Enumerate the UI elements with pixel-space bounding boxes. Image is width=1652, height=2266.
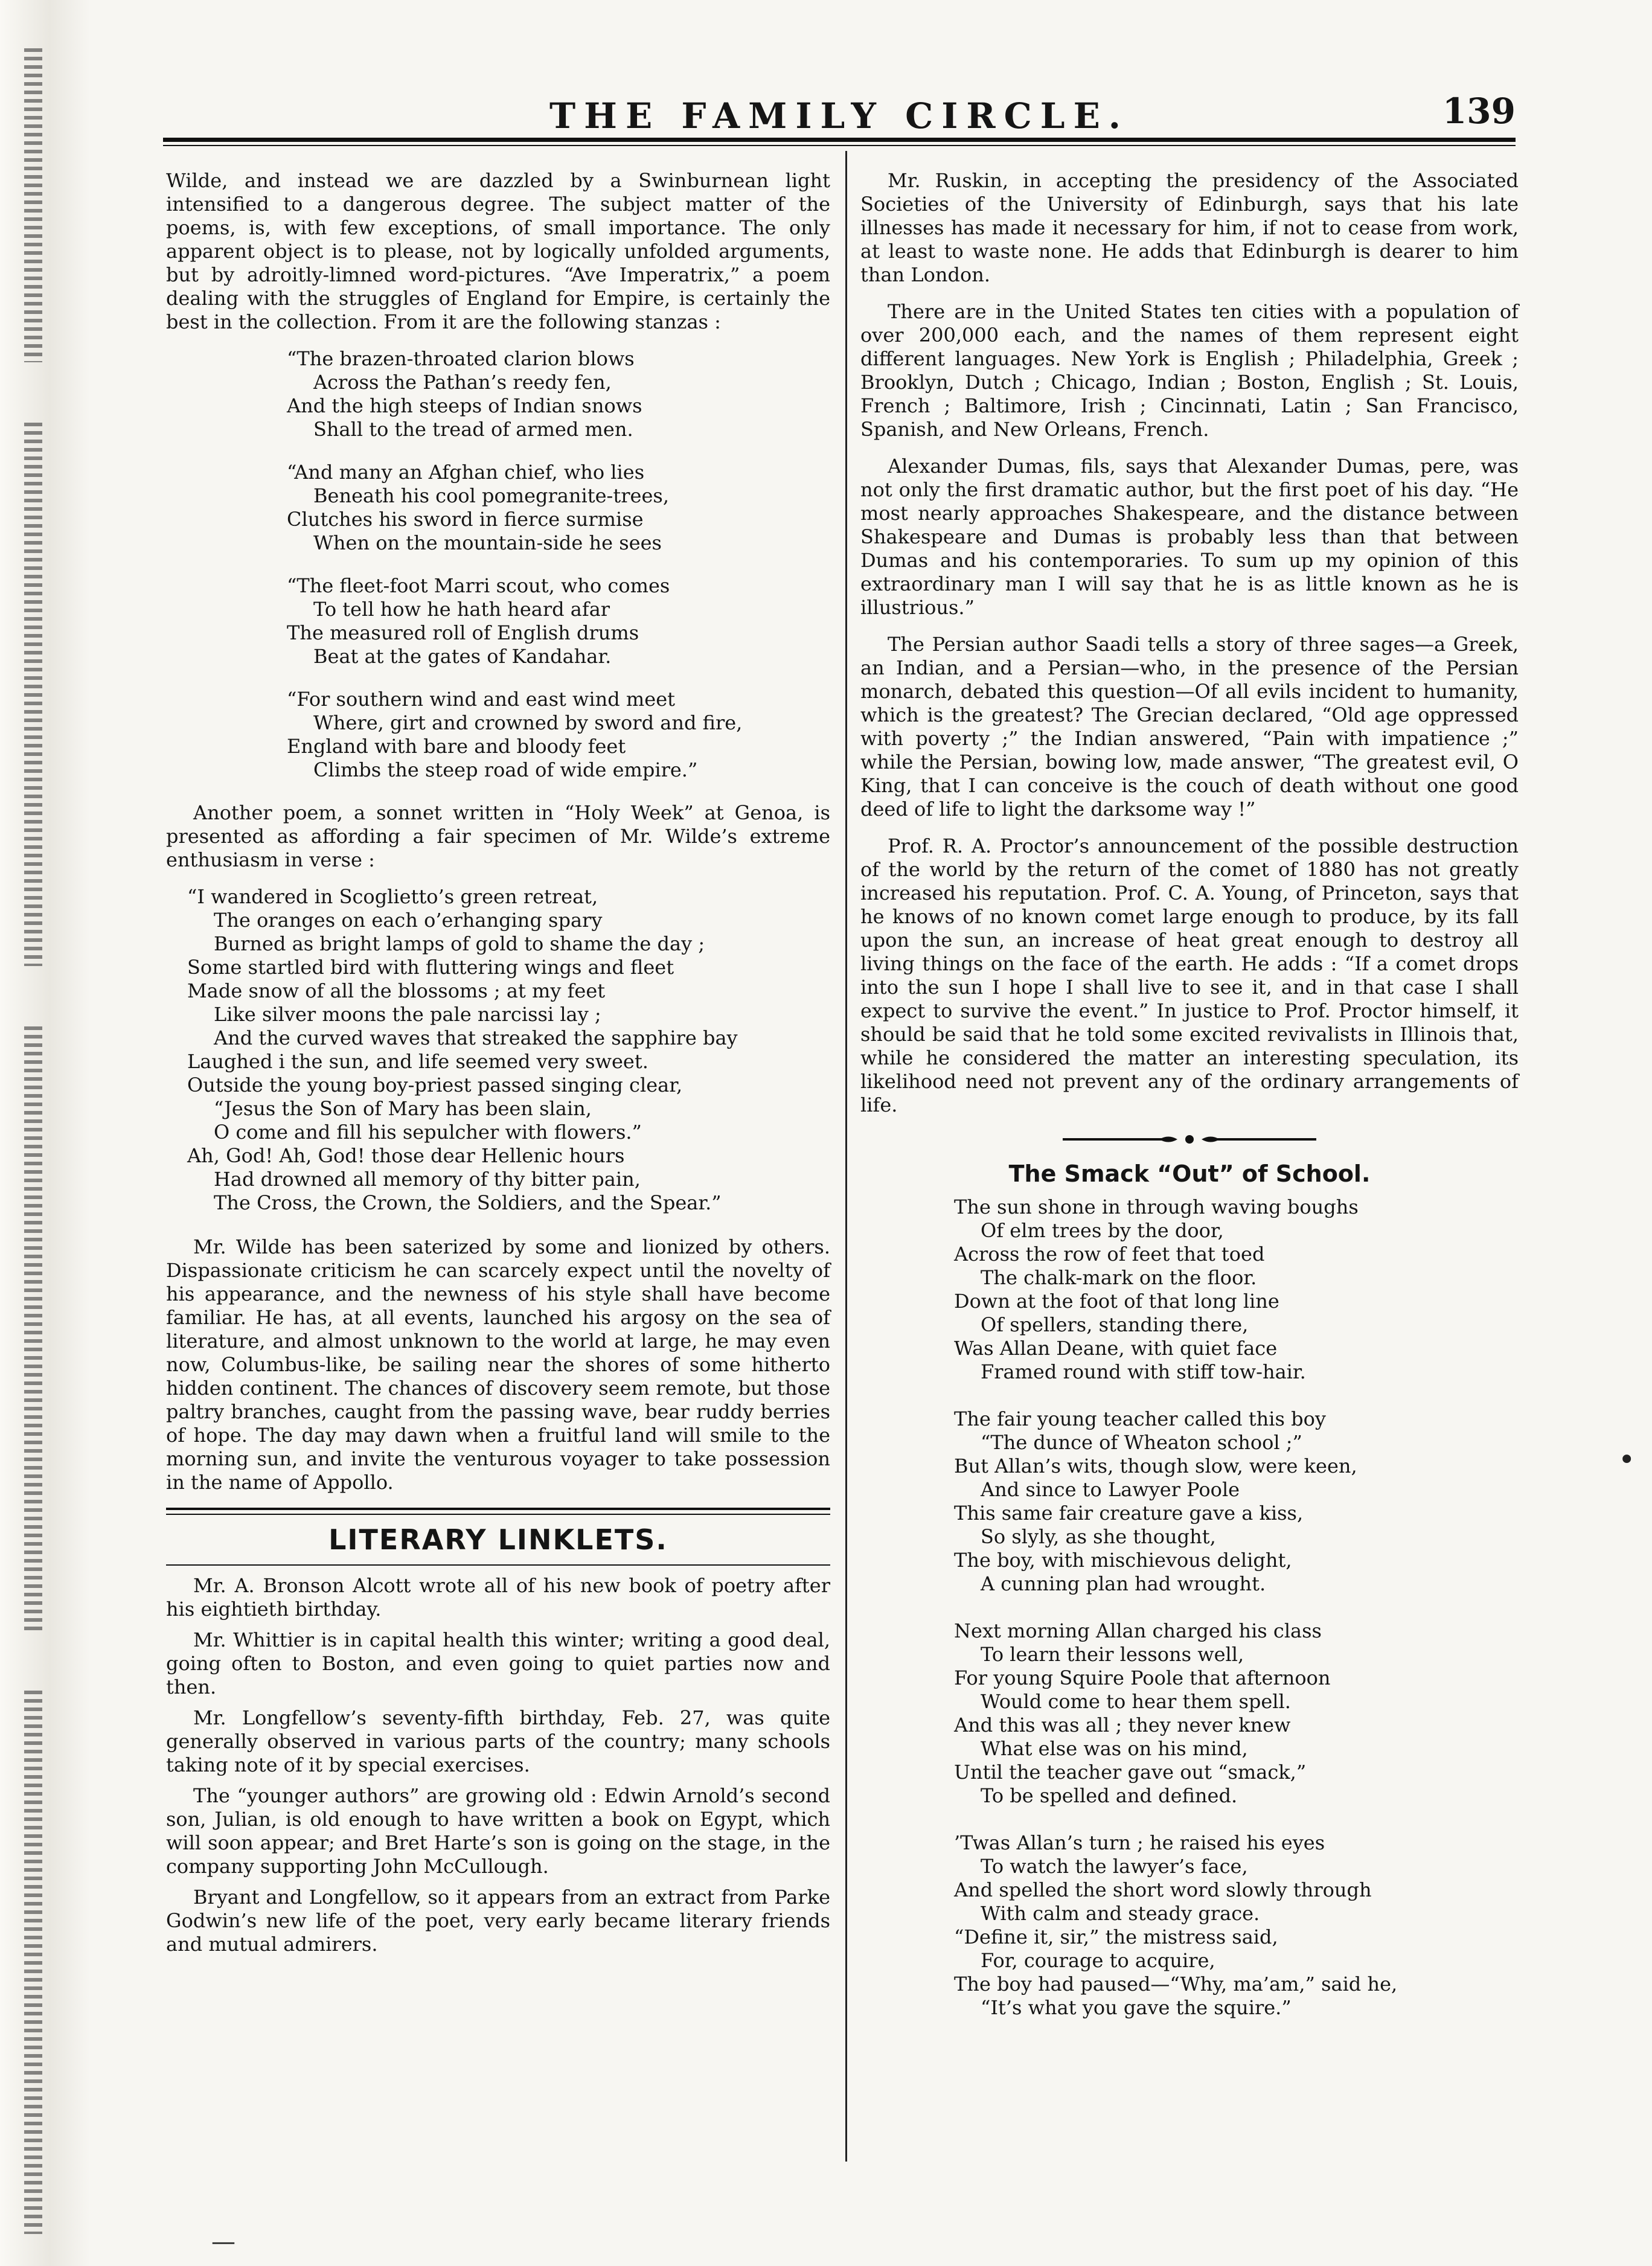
poem-line: And since to Lawyer Poole <box>981 1478 1240 1501</box>
section-title-literary-linklets: LITERARY LINKLETS. <box>328 1523 668 1556</box>
poem-line: Laughed i the sun, and life seemed very sweet. <box>187 1050 648 1073</box>
sonnet-intro-paragraph: Another poem, a sonnet written in “Holy Week” at Genoa, is presented as affording a fair specimen of Mr. Wilde’s extreme enthusiasm in verse : <box>166 801 830 871</box>
poem-line: Of spellers, standing there, <box>981 1313 1249 1336</box>
poem-line: When on the mountain-side he sees <box>313 531 662 554</box>
poem-line: “The brazen-throated clarion blows <box>287 347 635 370</box>
poem-line: “Jesus the Son of Mary has been slain, <box>214 1097 592 1120</box>
linklets-list <box>166 1574 830 1956</box>
poem-line: ’Twas Allan’s turn ; he raised his eyes <box>954 1831 1325 1854</box>
poem-line: And spelled the short word slowly through <box>954 1878 1372 1901</box>
news-paragraph: Mr. Ruskin, in accepting the presidency of the Associated Societies of the University of Edinburgh, says that his late illnesses has made it necessary for him, if not to cease from work, at least to waste none. He adds that Edinburgh is dearer to him than London. <box>860 169 1519 286</box>
poem-line: Outside the young boy-priest passed singing clear, <box>187 1074 683 1096</box>
poem-line: The fair young teacher called this boy <box>954 1407 1326 1430</box>
page-title: THE FAMILY CIRCLE. <box>549 95 1129 136</box>
poem-line: What else was on his mind, <box>981 1737 1248 1760</box>
wilde-closing-paragraph: Mr. Wilde has been saterized by some and lionized by others. Dispassionate criticism he can scarcely expect until the novelty of his appearance, and the newness of his style shall have become familiar. He has, at all events, launched his argosy on the sea of literature, and almost unknown to the world at large, he may even now, Columbus-like, be sailing near the shores of some hitherto hidden continent. The chances of discovery seem remote, but those paltry branches, caught from the passing wave, bear ruddy berries of hope. The day may dawn when a fruitful land will smile to the morning sun, and invite the venturous voyager to take possession in the name of Appollo. <box>166 1235 830 1494</box>
poem-line: Beneath his cool pomegranite-trees, <box>313 484 669 507</box>
poem-stanza <box>287 347 830 441</box>
poem-line: Down at the foot of that long line <box>954 1290 1279 1313</box>
ornament-flourish-icon <box>1063 1130 1316 1148</box>
linklet-paragraph: Mr. Longfellow’s seventy-fifth birthday, Feb. 27, was quite generally observed in various parts of the country; many schools taking note of it by special exercises. <box>166 1706 830 1776</box>
poem-line: Burned as bright lamps of gold to shame the day ; <box>214 932 705 955</box>
linklet-paragraph: Bryant and Longfellow, so it appears from an extract from Parke Godwin’s new life of the poet, very early became literary friends and mutual admirers. <box>166 1886 830 1956</box>
poem-stanza <box>954 1195 1519 1384</box>
poem-line: Where, girt and crowned by sword and fire, <box>313 711 743 734</box>
margin-ink-streak <box>24 1691 42 2234</box>
page-number: 139 <box>1442 91 1516 132</box>
poem-line: The sun shone in through waving boughs <box>954 1195 1359 1218</box>
poem-line: Across the Pathan’s reedy fen, <box>313 371 612 394</box>
poem-line: To learn their lessons well, <box>981 1643 1244 1666</box>
poem-line: But Allan’s wits, though slow, were keen, <box>954 1455 1357 1477</box>
poem-stanza <box>954 1831 1519 2020</box>
linklet-paragraph: The “younger authors” are growing old : Edwin Arnold’s second son, Julian, is old enough to have written a book on Egypt, which will soon appear; and Bret Harte’s son is going on the stage, in the company supporting John McCullough. <box>166 1784 830 1878</box>
poem-line: Would come to hear them spell. <box>981 1690 1291 1713</box>
linklet-paragraph: Mr. A. Bronson Alcott wrote all of his new book of poetry after his eightieth birthday. <box>166 1574 830 1621</box>
poem-line: Made snow of all the blossoms ; at my feet <box>187 979 606 1002</box>
poem-stanza <box>954 1619 1519 1808</box>
poem-title: The Smack “Out” of School. <box>1008 1160 1371 1187</box>
ave-imperatrix-stanzas <box>166 347 830 782</box>
margin-ink-streak <box>24 48 42 362</box>
news-paragraph: Alexander Dumas, fils, says that Alexander Dumas, pere, was not only the first dramatic author, but the first poet of his day. “He most nearly approaches Shakespeare, and the distance between Shakespeare and Dumas is probably less than that between Dumas and his contemporaries. To sum up my opinion of this extraordinary man I will say that he is as little known as he is illustrious.” <box>860 455 1519 619</box>
margin-ink-streak <box>24 1026 42 1630</box>
poem-line: Shall to the tread of armed men. <box>313 418 633 441</box>
section-rule-thin <box>166 1514 830 1515</box>
poem-line: Like silver moons the pale narcissi lay ; <box>214 1003 601 1026</box>
poem-line: England with bare and bloody feet <box>287 735 626 758</box>
poem-line: “For southern wind and east wind meet <box>287 688 675 711</box>
poem-line: This same fair creature gave a kiss, <box>954 1502 1304 1525</box>
poem-line: Climbs the steep road of wide empire.” <box>313 758 698 781</box>
header-rule <box>163 138 1516 142</box>
poem-line: Had drowned all memory of thy bitter pain, <box>214 1168 641 1191</box>
linklet-paragraph: Mr. Whittier is in capital health this winter; writing a good deal, going often to Boston, and even going to quiet parties now and then. <box>166 1628 830 1698</box>
poem-line: And this was all ; they never knew <box>954 1714 1291 1736</box>
news-paragraph: The Persian author Saadi tells a story of three sages—a Greek, an Indian, and a Persian—who, in the presence of the Persian monarch, debated this question—Of all evils incident to humanity, which is the greatest? The Grecian declared, “Old age oppressed with poverty ;” the Indian answered, “Pain with impatience ;” while the Persian, bowing low, made answer, “The greatest evil, O King, that I can conceive is the couch of death without one good deed of life to light the darksome way !” <box>860 633 1519 821</box>
poem-line: To watch the lawyer’s face, <box>981 1855 1248 1878</box>
ornament-divider <box>860 1130 1519 1154</box>
poem-stanza <box>287 461 830 555</box>
poem-line: Until the teacher gave out “smack,” <box>954 1761 1307 1784</box>
poem-line: “It’s what you gave the squire.” <box>981 1996 1292 2019</box>
holy-week-sonnet <box>187 885 830 1215</box>
news-paragraph: There are in the United States ten cities with a population of over 200,000 each, and the names of them represent eight different languages. New York is English ; Philadelphia, Greek ; Brooklyn, Dutch ; Chicago, Indian ; Boston, English ; St. Louis, French ; Baltimore, Irish ; Cincinnati, Latin ; San Francisco, Spanish, and New Orleans, French. <box>860 300 1519 441</box>
poem-line: “I wandered in Scoglietto’s green retreat, <box>187 885 598 908</box>
poem-line: “The fleet-foot Marri scout, who comes <box>287 574 670 597</box>
poem-line: To tell how he hath heard afar <box>313 598 610 621</box>
scan-margin-strip <box>0 0 91 2266</box>
right-column <box>860 169 1519 2043</box>
page-header <box>163 91 1516 151</box>
poem-stanza <box>954 1407 1519 1596</box>
poem-line: Was Allan Deane, with quiet face <box>954 1337 1278 1360</box>
poem-line: “The dunce of Wheaton school ;” <box>981 1431 1302 1454</box>
poem-line: With calm and steady grace. <box>981 1902 1260 1925</box>
section-rule <box>166 1508 830 1510</box>
section-rule-thin <box>166 1564 830 1566</box>
poem-line: “Define it, sir,” the mistress said, <box>954 1925 1278 1948</box>
poem-line: The boy, with mischievous delight, <box>954 1549 1292 1572</box>
poem-line: The boy had paused—“Why, ma’am,” said he, <box>954 1973 1398 1996</box>
poem-line: For, courage to acquire, <box>981 1949 1215 1972</box>
poem-line: So slyly, as she thought, <box>981 1525 1216 1548</box>
poem-stanza <box>287 688 830 782</box>
scan-speck: • <box>1618 1443 1636 1477</box>
poem-line: The measured roll of English drums <box>287 621 639 644</box>
wilde-intro-paragraph: Wilde, and instead we are dazzled by a Swinburnean light intensified to a dangerous degree. The subject matter of the poems, is, with few exceptions, of small importance. The only apparent object is to please, not by logically unfolded arguments, but by adroitly-limned word-pictures. “Ave Imperatrix,” a poem dealing with the struggles of England for Empire, is certainly the best in the collection. From it are the following stanzas : <box>166 169 830 333</box>
poem-line: Ah, God! Ah, God! those dear Hellenic hours <box>187 1144 625 1167</box>
news-paragraph: Prof. R. A. Proctor’s announcement of the possible destruction of the world by the return of the comet of 1880 has not greatly increased his reputation. Prof. C. A. Young, of Princeton, says that he knows of no known comet large enough to produce, by its fall upon the sun, an increase of heat great enough to destroy all living things on the face of the earth. He adds : “If a comet drops into the sun I hope I shall live to see it, and in that case I shall expect to survive the event.” In justice to Prof. Proctor himself, it should be said that he told some excited revivalists in Illinois that, while he considered the matter an interesting speculation, its likelihood need not prevent any of the ordinary arrangements of life. <box>860 834 1519 1116</box>
poem-line: The oranges on each o’erhanging spary <box>214 909 603 932</box>
poem-line: Clutches his sword in fierce surmise <box>287 508 644 531</box>
left-column <box>166 169 830 1964</box>
poem-line: A cunning plan had wrought. <box>981 1572 1266 1595</box>
poem-line: Framed round with stiff tow-hair. <box>981 1360 1306 1383</box>
poem-line: To be spelled and defined. <box>981 1784 1238 1807</box>
scan-speck: — <box>211 2228 235 2256</box>
poem-line: Across the row of feet that toed <box>954 1243 1265 1266</box>
poem-line: Next morning Allan charged his class <box>954 1619 1322 1642</box>
poem-line: Of elm trees by the door, <box>981 1219 1224 1242</box>
column-divider <box>845 151 847 2162</box>
poem-line: And the curved waves that streaked the sapphire bay <box>214 1026 738 1049</box>
poem-line: The chalk-mark on the floor. <box>981 1266 1257 1289</box>
poem-line: Beat at the gates of Kandahar. <box>313 645 612 668</box>
poem-line: “And many an Afghan chief, who lies <box>287 461 645 484</box>
poem-line: The Cross, the Crown, the Soldiers, and the Spear.” <box>214 1191 722 1214</box>
poem-stanza <box>287 574 830 668</box>
margin-ink-streak <box>24 423 42 966</box>
poem-line: For young Squire Poole that afternoon <box>954 1666 1331 1689</box>
right-paragraphs <box>860 169 1519 1117</box>
header-rule-thin <box>163 145 1516 146</box>
poem-line: O come and fill his sepulcher with flowers.” <box>214 1121 642 1144</box>
poem-line: And the high steeps of Indian snows <box>287 394 642 417</box>
smack-out-of-school-poem <box>954 1195 1519 2020</box>
poem-line: Some startled bird with fluttering wings and fleet <box>187 956 674 979</box>
